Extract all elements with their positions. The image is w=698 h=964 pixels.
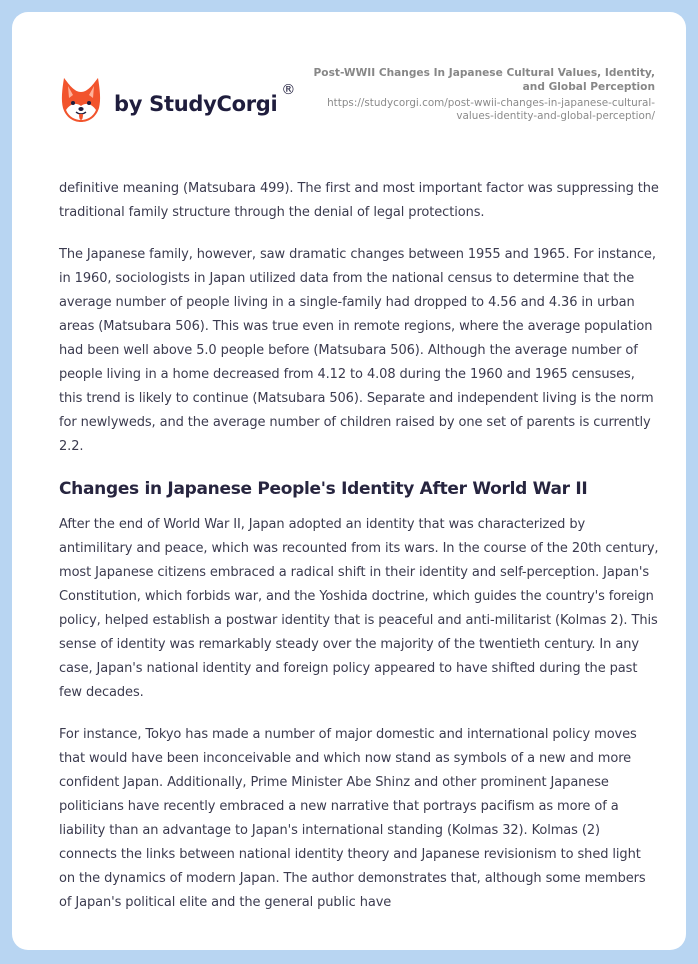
- paragraph: definitive meaning (Matsubara 499). The first and most important factor was suppressing the traditional family structure through the denial of legal protections.: [59, 181, 659, 220]
- section-heading: Changes in Japanese People's Identity After World War II: [59, 479, 588, 499]
- document-url[interactable]: https://studycorgi.com/post-wwii-changes-in-japanese-cultural-values-identity-and-global-perception/: [327, 97, 655, 122]
- studycorgi-logo[interactable]: [60, 76, 295, 124]
- paragraph: For instance, Tokyo has made a number of major domestic and international policy moves that would have been inconceivable and which now stand as symbols of a new and more confident Japan. Additionally, Prime Minister Abe Shinz and other prominent Japanese politicians have recently embraced a new narrative that portrays pacifism as more of a liability than an advantage to Japan's international standing (Kolmas 32). Kolmas (2) connects the links between national identity theory and Japanese revisionism to shed light on the dynamics of modern Japan. The author demonstrates that, although some members of Japan's political elite and the general public have: [59, 727, 646, 910]
- article-body: [59, 177, 659, 933]
- corgi-icon: [60, 76, 102, 124]
- page-header: [12, 12, 686, 162]
- document-meta: [295, 66, 655, 123]
- logo-text: by StudyCorgi: [114, 92, 278, 116]
- document-title: Post-WWII Changes In Japanese Cultural Values, Identity, and Global Perception: [313, 67, 655, 93]
- document-card: [12, 12, 686, 950]
- paragraph: After the end of World War II, Japan adopted an identity that was characterized by antimilitary and peace, which was recounted from its wars. In the course of the 20th century, most Japanese citizens embraced a radical shift in their identity and self-perception. Japan's Constitution, which forbids war, and the Yoshida doctrine, which guides the country's foreign policy, helped establish a postwar identity that is peaceful and anti-militarist (Kolmas 2). This sense of identity was remarkably steady over the majority of the twentieth century. In any case, Japan's national identity and foreign policy appeared to have shifted during the past few decades.: [59, 517, 659, 700]
- paragraph: The Japanese family, however, saw dramatic changes between 1955 and 1965. For instance, in 1960, sociologists in Japan utilized data from the national census to determine that the average number of people living in a single-family had dropped to 4.56 and 4.36 in urban areas (Matsubara 506). This was true even in remote regions, where the average population had been well above 5.0 people before (Matsubara 506). Although the average number of people living in a home decreased from 4.12 to 4.08 during the 1960 and 1965 censuses, this trend is likely to continue (Matsubara 506). Separate and independent living is the norm for newlyweds, and the average number of children raised by one set of parents is currently 2.2.: [59, 247, 656, 454]
- registered-mark: ®: [281, 82, 296, 98]
